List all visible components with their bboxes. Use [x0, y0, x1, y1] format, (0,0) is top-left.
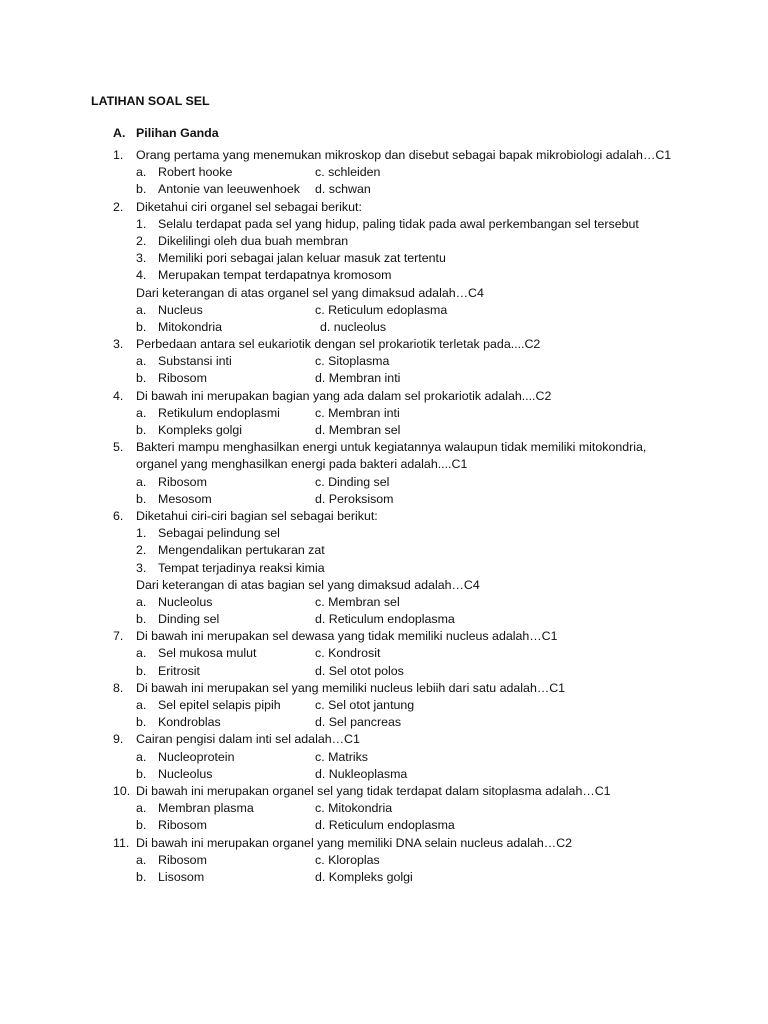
question-text: Cairan pengisi dalam inti sel adalah…C1 — [136, 732, 360, 747]
statement-item — [113, 267, 753, 284]
option-right: d. Sel pancreas — [315, 715, 402, 730]
question-prompt-line — [113, 285, 753, 302]
option-right: c. Sel otot jantung — [315, 698, 415, 712]
question-text: Diketahui ciri-ciri bagian sel sebagai berikut: — [136, 508, 378, 523]
question-text-line — [113, 439, 753, 456]
option-row — [113, 181, 753, 198]
question-text: Perbedaan antara sel eukariotik dengan sel prokariotik terletak pada....C2 — [136, 337, 541, 352]
statement-number: 1. — [136, 526, 147, 541]
question-text: Bakteri mampu menghasilkan energi untuk kegiatannya walaupun tidak memiliki mitokondria, — [136, 440, 647, 455]
option-row — [113, 491, 753, 508]
statement-number: 4. — [136, 268, 147, 283]
statement-text: Tempat terjadinya reaksi kimia — [158, 560, 325, 575]
question-list — [113, 147, 753, 886]
option-pair — [136, 181, 736, 198]
section-heading — [113, 126, 219, 140]
question-1 — [113, 147, 753, 199]
option-pair — [136, 869, 736, 886]
question-5 — [113, 439, 753, 508]
option-text: Membran plasma — [158, 801, 254, 816]
question-number: 3. — [113, 337, 124, 352]
option-text: Dinding sel — [158, 612, 220, 627]
question-text-line — [113, 628, 753, 645]
option-right: c. schleiden — [315, 165, 381, 180]
option-letter: a. — [136, 801, 147, 816]
question-text-line — [113, 456, 753, 473]
option-right: d. nucleolus — [320, 319, 387, 334]
section-letter: A. — [113, 126, 126, 140]
option-row — [113, 663, 753, 680]
question-prompt: Dari keterangan di atas organel sel yang dimaksud adalah…C4 — [136, 285, 484, 300]
statement-number: 2. — [136, 543, 147, 558]
option-row — [113, 852, 753, 869]
option-text: Sel epitel selapis pipih — [158, 698, 281, 712]
option-row — [113, 714, 753, 731]
option-pair — [136, 353, 736, 370]
question-9 — [113, 731, 753, 783]
question-text: Di bawah ini merupakan sel yang memiliki nucleus lebiih dari satu adalah…C1 — [136, 680, 566, 695]
option-text: Antonie van leeuwenhoek — [158, 182, 300, 197]
option-letter: b. — [136, 423, 147, 437]
option-pair — [136, 491, 736, 508]
option-row — [113, 319, 753, 336]
statement-item — [113, 560, 753, 577]
option-text: Substansi inti — [158, 354, 232, 369]
option-right: d. Reticulum endoplasma — [315, 818, 455, 833]
option-row — [113, 800, 753, 817]
option-pair — [136, 422, 736, 439]
statement-item — [113, 525, 753, 542]
question-text-line — [113, 680, 753, 697]
statement-number: 3. — [136, 560, 147, 575]
option-pair — [136, 645, 736, 662]
option-text: Nucleolus — [158, 766, 213, 781]
option-right: c. Kloroplas — [315, 852, 380, 867]
question-text: organel yang menghasilkan energi pada bakteri adalah....C1 — [136, 457, 468, 472]
option-pair — [136, 594, 736, 611]
option-pair — [136, 800, 736, 817]
question-number: 9. — [113, 732, 124, 747]
option-row — [113, 405, 753, 422]
statement-text: Mengendalikan pertukaran zat — [158, 543, 325, 558]
question-text: Di bawah ini merupakan organel sel yang tidak terdapat dalam sitoplasma adalah…C1 — [136, 783, 611, 798]
option-row — [113, 611, 753, 628]
option-pair — [136, 370, 736, 387]
option-letter: b. — [136, 869, 147, 884]
option-right: d. Membran sel — [315, 423, 401, 437]
option-row — [113, 370, 753, 387]
option-pair — [136, 302, 736, 319]
option-row — [113, 302, 753, 319]
option-letter: b. — [136, 182, 147, 197]
question-2 — [113, 199, 753, 337]
option-right: c. Membran inti — [315, 405, 400, 420]
option-text: Mitokondria — [158, 319, 223, 334]
option-text: Mesosom — [158, 491, 212, 506]
option-row — [113, 645, 753, 662]
statement-number: 2. — [136, 233, 147, 248]
page-title: LATIHAN SOAL SEL — [91, 94, 210, 108]
option-letter: a. — [136, 165, 147, 180]
option-right: c. Mitokondria — [315, 801, 393, 816]
option-text: Kondroblas — [158, 715, 221, 730]
question-text: Di bawah ini merupakan organel yang memiliki DNA selain nucleus adalah…C2 — [136, 835, 572, 850]
option-row — [113, 353, 753, 370]
option-right: c. Membran sel — [315, 594, 400, 609]
option-row — [113, 766, 753, 783]
option-row — [113, 422, 753, 439]
question-4 — [113, 388, 753, 440]
option-letter: b. — [136, 715, 147, 730]
question-prompt: Dari keterangan di atas bagian sel yang dimaksud adalah…C4 — [136, 577, 480, 592]
option-letter: a. — [136, 852, 147, 867]
option-row — [113, 697, 753, 714]
option-pair — [136, 852, 736, 869]
option-letter: a. — [136, 594, 147, 609]
section-label: Pilihan Ganda — [136, 126, 219, 140]
option-pair — [136, 663, 736, 680]
question-text-line — [113, 199, 753, 216]
option-right: c. Reticulum edoplasma — [315, 302, 448, 317]
option-letter: a. — [136, 405, 147, 420]
option-text: Nucleoprotein — [158, 749, 235, 764]
statement-item — [113, 250, 753, 267]
option-letter: a. — [136, 302, 147, 317]
question-6 — [113, 508, 753, 628]
question-text: Di bawah ini merupakan sel dewasa yang tidak memiliki nucleus adalah…C1 — [136, 629, 558, 644]
option-row — [113, 164, 753, 181]
option-right: c. Kondrosit — [315, 646, 381, 661]
option-row — [113, 869, 753, 886]
statement-number: 1. — [136, 216, 147, 231]
option-letter: b. — [136, 319, 147, 334]
option-row — [113, 594, 753, 611]
option-right: d. Peroksisom — [315, 491, 394, 506]
question-text-line — [113, 508, 753, 525]
option-right: d. Kompleks golgi — [315, 869, 413, 884]
option-text: Ribosom — [158, 474, 207, 489]
option-row — [113, 474, 753, 491]
statement-text: Dikelilingi oleh dua buah membran — [158, 233, 349, 248]
option-letter: b. — [136, 663, 147, 678]
question-8 — [113, 680, 753, 732]
option-right: d. Sel otot polos — [315, 663, 404, 678]
option-pair — [136, 405, 736, 422]
option-pair — [136, 611, 736, 628]
option-text: Robert hooke — [158, 165, 233, 180]
question-text: Orang pertama yang menemukan mikroskop dan disebut sebagai bapak mikrobiologi adalah…C1 — [136, 148, 672, 162]
statement-text: Merupakan tempat terdapatnya kromosom — [158, 268, 392, 283]
question-10 — [113, 783, 753, 835]
statement-text: Sebagai pelindung sel — [158, 526, 280, 541]
option-pair — [136, 474, 736, 491]
question-number: 8. — [113, 680, 124, 695]
option-right: d. Nukleoplasma — [315, 766, 408, 781]
question-text-line — [113, 783, 753, 800]
statement-item — [113, 542, 753, 559]
question-number: 10. — [113, 783, 131, 798]
question-text-line — [113, 147, 753, 164]
option-text: Eritrosit — [158, 663, 200, 678]
option-pair — [136, 319, 736, 336]
option-right: d. Membran inti — [315, 371, 401, 386]
statement-item — [113, 216, 753, 233]
option-pair — [136, 164, 736, 181]
question-text-line — [113, 835, 753, 852]
option-pair — [136, 766, 736, 783]
option-pair — [136, 697, 736, 714]
option-pair — [136, 749, 736, 766]
option-right: d. schwan — [315, 182, 371, 197]
statement-text: Memiliki pori sebagai jalan keluar masuk zat tertentu — [158, 251, 446, 266]
statement-item — [113, 233, 753, 250]
question-number: 1. — [113, 148, 124, 162]
option-right: c. Matriks — [315, 749, 369, 764]
question-3 — [113, 336, 753, 388]
option-right: c. Dinding sel — [315, 474, 390, 489]
option-text: Lisosom — [158, 869, 205, 884]
option-text: Nucleus — [158, 302, 203, 317]
question-text-line — [113, 336, 753, 353]
option-letter: b. — [136, 612, 147, 627]
statement-text: Selalu terdapat pada sel yang hidup, paling tidak pada awal perkembangan sel tersebut — [158, 216, 639, 231]
option-text: Ribosom — [158, 371, 207, 386]
option-letter: a. — [136, 698, 147, 712]
option-letter: a. — [136, 646, 147, 661]
option-letter: b. — [136, 491, 147, 506]
question-number: 7. — [113, 629, 124, 644]
option-row — [113, 817, 753, 834]
option-pair — [136, 714, 736, 731]
question-prompt-line — [113, 577, 753, 594]
option-letter: a. — [136, 749, 147, 764]
option-text: Ribosom — [158, 852, 207, 867]
option-text: Nucleolus — [158, 594, 213, 609]
option-right: d. Reticulum endoplasma — [315, 612, 455, 627]
option-letter: a. — [136, 354, 147, 369]
question-number: 5. — [113, 440, 124, 455]
option-text: Ribosom — [158, 818, 207, 833]
statement-number: 3. — [136, 251, 147, 266]
question-7 — [113, 628, 753, 680]
option-row — [113, 749, 753, 766]
question-number: 4. — [113, 388, 124, 403]
question-text: Diketahui ciri organel sel sebagai berikut: — [136, 199, 362, 214]
option-letter: a. — [136, 474, 147, 489]
option-text: Kompleks golgi — [158, 423, 243, 437]
option-text: Retikulum endoplasmi — [158, 405, 280, 420]
question-text-line — [113, 731, 753, 748]
option-letter: b. — [136, 766, 147, 781]
question-number: 6. — [113, 508, 124, 523]
question-number: 11. — [113, 835, 130, 850]
option-right: c. Sitoplasma — [315, 354, 390, 369]
question-11 — [113, 835, 753, 887]
question-text: Di bawah ini merupakan bagian yang ada dalam sel prokariotik adalah....C2 — [136, 388, 552, 403]
option-text: Sel mukosa mulut — [158, 646, 257, 661]
question-text-line — [113, 388, 753, 405]
option-letter: b. — [136, 818, 147, 833]
option-letter: b. — [136, 371, 147, 386]
question-number: 2. — [113, 199, 124, 214]
option-pair — [136, 817, 736, 834]
